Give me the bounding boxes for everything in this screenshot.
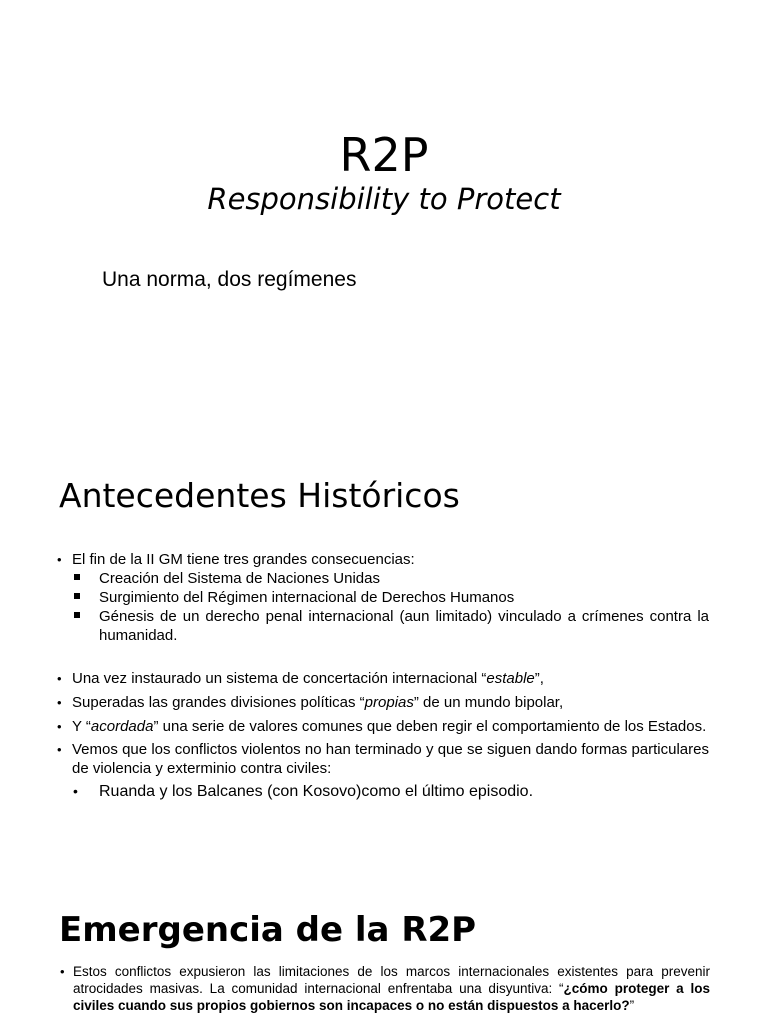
- list-item: [57, 550, 709, 569]
- slide-title-heading: R2P: [339, 128, 429, 182]
- slide-heading: Emergencia de la R2P: [59, 910, 477, 950]
- list-item-text: Y “acordada” una serie de valores comunes que deben regir el comportamiento de los Estados.: [72, 718, 707, 735]
- slide-emergencia: [0, 880, 768, 1024]
- sub-list-item: [57, 782, 709, 801]
- list-item: [57, 740, 709, 778]
- slide-subtitle: Responsibility to Protect: [207, 182, 561, 216]
- sub-list-item: [57, 607, 709, 645]
- list-item-text: Surgimiento del Régimen internacional de Derechos Humanos: [99, 589, 515, 606]
- list-item-text: Génesis de un derecho penal internacional (aun limitado) vinculado a crímenes contra la humanidad.: [99, 608, 709, 644]
- slide-antecedentes: [0, 440, 768, 880]
- list-item-text: Vemos que los conflictos violentos no han terminado y que se siguen dando formas particulares de violencia y exterminio contra civiles:: [72, 741, 709, 777]
- list-item-text: Creación del Sistema de Naciones Unidas: [99, 570, 380, 587]
- slide-tagline: Una norma, dos regímenes: [102, 268, 357, 291]
- square-bullet-icon: [74, 593, 80, 599]
- bullet-icon: •: [57, 719, 62, 734]
- bullet-icon: •: [57, 552, 62, 567]
- slide-body: [60, 963, 710, 1014]
- list-item: [57, 669, 709, 688]
- slide-heading: Antecedentes Históricos: [59, 476, 460, 515]
- square-bullet-icon: [74, 612, 80, 618]
- bullet-icon: •: [73, 783, 78, 799]
- sub-list-item: [57, 588, 709, 607]
- square-bullet-icon: [74, 574, 80, 580]
- bullet-icon: •: [57, 671, 62, 686]
- list-item: [57, 693, 709, 712]
- list-item: [57, 717, 709, 736]
- bullet-icon: •: [60, 964, 65, 979]
- list-item: [60, 963, 710, 1014]
- list-item-text: Ruanda y los Balcanes (con Kosovo)como el último episodio.: [99, 783, 534, 800]
- list-item-text: Estos conflictos expusieron las limitaciones de los marcos internacionales existentes para prevenir atrocidades masivas. La comunidad internacional enfrentaba una disyuntiva: “¿cómo proteger a los civiles cuando sus propios gobiernos son incapaces o no están dispuestos a hacerlo?”: [73, 964, 710, 1013]
- list-item-text: Superadas las grandes divisiones políticas “propias” de un mundo bipolar,: [72, 694, 564, 711]
- list-item-text: El fin de la II GM tiene tres grandes consecuencias:: [72, 551, 415, 568]
- slide-body: [57, 550, 709, 801]
- slide-title: [0, 0, 768, 440]
- sub-list-item: [57, 569, 709, 588]
- list-item-text: Una vez instaurado un sistema de concertación internacional “estable”,: [72, 670, 544, 687]
- bullet-icon: •: [57, 742, 62, 757]
- bullet-icon: •: [57, 695, 62, 710]
